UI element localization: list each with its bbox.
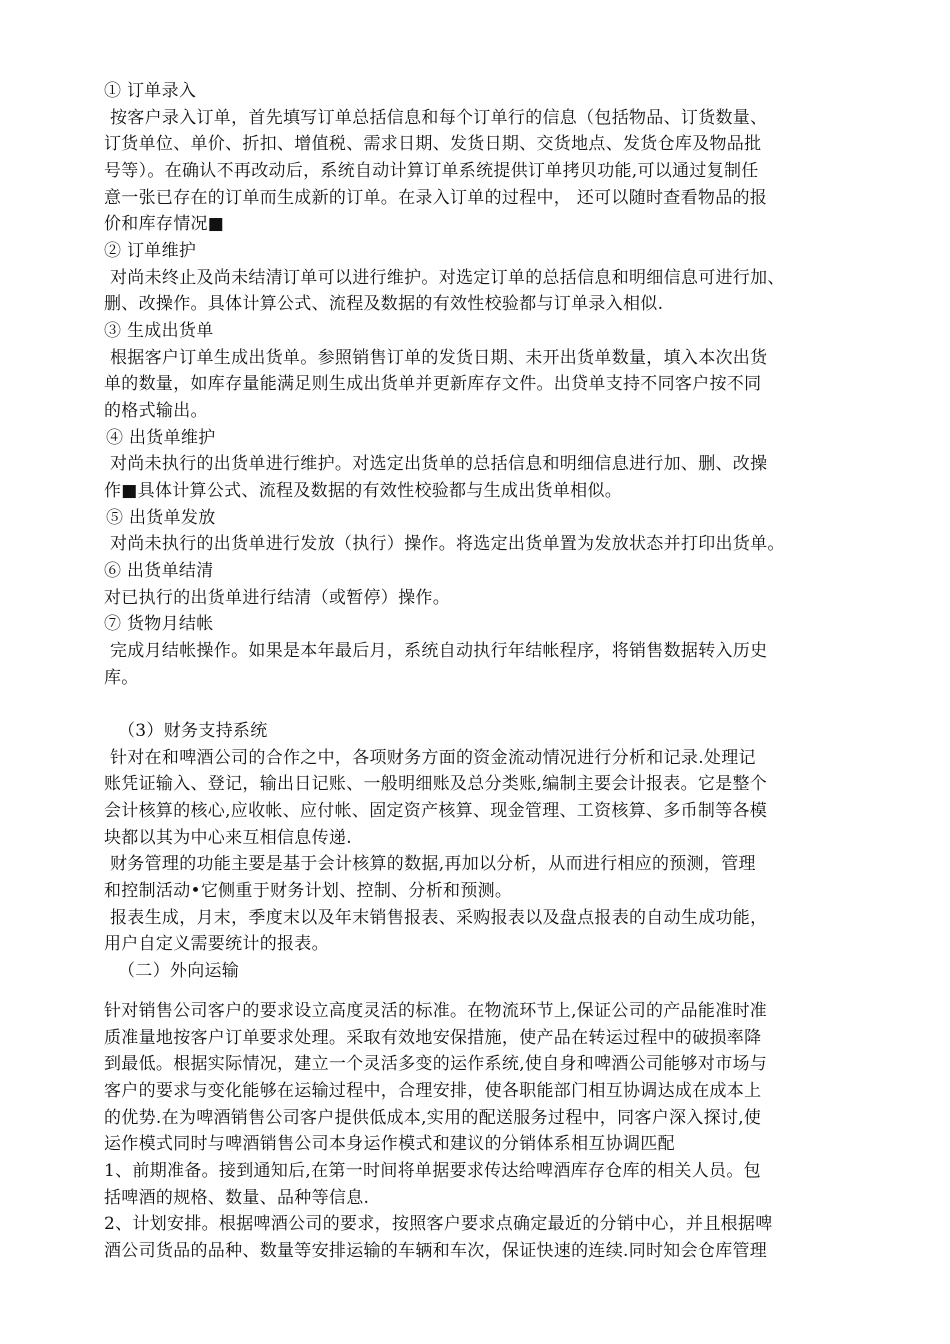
heading-outbound-transport: （二）外向运输 <box>118 961 240 981</box>
paragraph-line: 订货单位、单价、折扣、增值税、需求日期、发货日期、交货地点、发货仓库及物品批 <box>104 134 762 154</box>
list-item-planning: 2、计划安排。根据啤酒公司的要求，按照客户要求点确定最近的分销中心，并且根据啤 <box>104 1214 773 1234</box>
list-item-preparation: 1、前期准备。接到通知后,在第一时间将单据要求传达给啤酒库存仓库的相关人员。包 <box>104 1161 761 1181</box>
paragraph-line: 会计核算的核心,应收帐、应付帐、固定资产核算、现金管理、工资核算、多币制等各模 <box>104 801 768 821</box>
paragraph-line: 完成月结帐操作。如果是本年最后月，系统自动执行年结帐程序，将销售数据转入历史 <box>110 641 768 661</box>
paragraph-line: 针对销售公司客户的要求设立高度灵活的标准。在物流环节上,保证公司的产品能准时准 <box>104 1001 768 1021</box>
heading-order-maintenance: ② 订单维护 <box>104 241 197 261</box>
paragraph-line: 库。 <box>104 668 139 688</box>
paragraph-line: 财务管理的功能主要是基于会计核算的数据,再加以分析，从而进行相应的预测，管理 <box>110 854 756 874</box>
paragraph-line: 和控制活动•它侧重于财务计划、控制、分析和预测。 <box>104 881 513 901</box>
paragraph-line: 到最低。根据实际情况，建立一个灵活多变的运作系统,使自身和啤酒公司能够对市场与 <box>104 1054 768 1074</box>
paragraph-line: 价和库存情况■ <box>104 214 225 234</box>
paragraph-line: 删、改操作。具体计算公式、流程及数据的有效性校验都与订单录入相似. <box>104 294 664 314</box>
heading-finance-support-system: （3）财务支持系统 <box>118 721 268 741</box>
paragraph-line: 用户自定义需要统计的报表。 <box>104 934 329 954</box>
paragraph-line: 块都以其为中心来互相信息传递. <box>104 828 352 848</box>
paragraph-line: 对尚未终止及尚未结清订单可以进行维护。对选定订单的总括信息和明细信息可进行加、 <box>110 268 785 288</box>
paragraph-line: 括啤酒的规格、数量、品种等信息. <box>104 1188 370 1208</box>
paragraph-line: 运作模式同时与啤酒销售公司本身运作模式和建议的分销体系相互协调匹配 <box>104 1134 675 1154</box>
paragraph-line: 账凭证输入、登记，输出日记账、一般明细账及总分类账,编制主要会计报表。它是整个 <box>104 774 768 794</box>
heading-monthly-closing: ⑦ 货物月结帐 <box>104 614 214 634</box>
paragraph-line: 号等）。在确认不再改动后，系统自动计算订单系统提供订单拷贝功能,可以通过复制任 <box>104 161 759 181</box>
paragraph-line: 对尚未执行的出货单进行发放（执行）操作。将选定出货单置为发放状态并打印出货单。 <box>110 534 785 554</box>
heading-shipment-release: ⑤ 出货单发放 <box>106 508 216 528</box>
paragraph-line: 对已执行的出货单进行结清（或暂停）操作。 <box>104 588 450 608</box>
heading-shipment-settlement: ⑥ 出货单结清 <box>104 561 214 581</box>
paragraph-line: 酒公司货品的品种、数量等安排运输的车辆和车次，保证快速的连续.同时知会仓库管理 <box>104 1241 768 1261</box>
paragraph-line: 报表生成，月末，季度末以及年末销售报表、采购报表以及盘点报表的自动生成功能， <box>110 908 768 928</box>
paragraph-line: 按客户录入订单，首先填写订单总括信息和每个订单行的信息（包括物品、订货数量、 <box>110 108 768 128</box>
paragraph-line: 意一张已存在的订单而生成新的订单。在录入订单的过程中， 还可以随时查看物品的报 <box>104 188 768 208</box>
paragraph-line: 的格式输出。 <box>104 401 208 421</box>
heading-generate-shipment: ③ 生成出货单 <box>104 321 214 341</box>
paragraph-line: 作■具体计算公式、流程及数据的有效性校验都与生成出货单相似。 <box>104 481 623 501</box>
heading-shipment-maintenance: ④ 出货单维护 <box>106 428 216 448</box>
paragraph-line: 的优势.在为啤酒销售公司客户提供低成本,实用的配送服务过程中，同客户深入探讨,使 <box>104 1108 762 1128</box>
paragraph-line: 客户的要求与变化能够在运输过程中，合理安排，使各职能部门相互协调达成在成本上 <box>104 1081 762 1101</box>
heading-order-entry: ① 订单录入 <box>104 81 197 101</box>
paragraph-line: 单的数量，如库存量能满足则生成出货单并更新库存文件。出贷单支持不同客户按不同 <box>104 374 762 394</box>
paragraph-line: 针对在和啤酒公司的合作之中，各项财务方面的资金流动情况进行分析和记录.处理记 <box>110 748 756 768</box>
paragraph-line: 质准量地按客户订单要求处理。采取有效地安保措施，使产品在转运过程中的破损率降 <box>104 1028 762 1048</box>
paragraph-line: 根据客户订单生成出货单。参照销售订单的发货日期、未开出货单数量，填入本次出货 <box>110 348 768 368</box>
paragraph-line: 对尚未执行的出货单进行维护。对选定出货单的总括信息和明细信息进行加、删、改操 <box>110 454 768 474</box>
